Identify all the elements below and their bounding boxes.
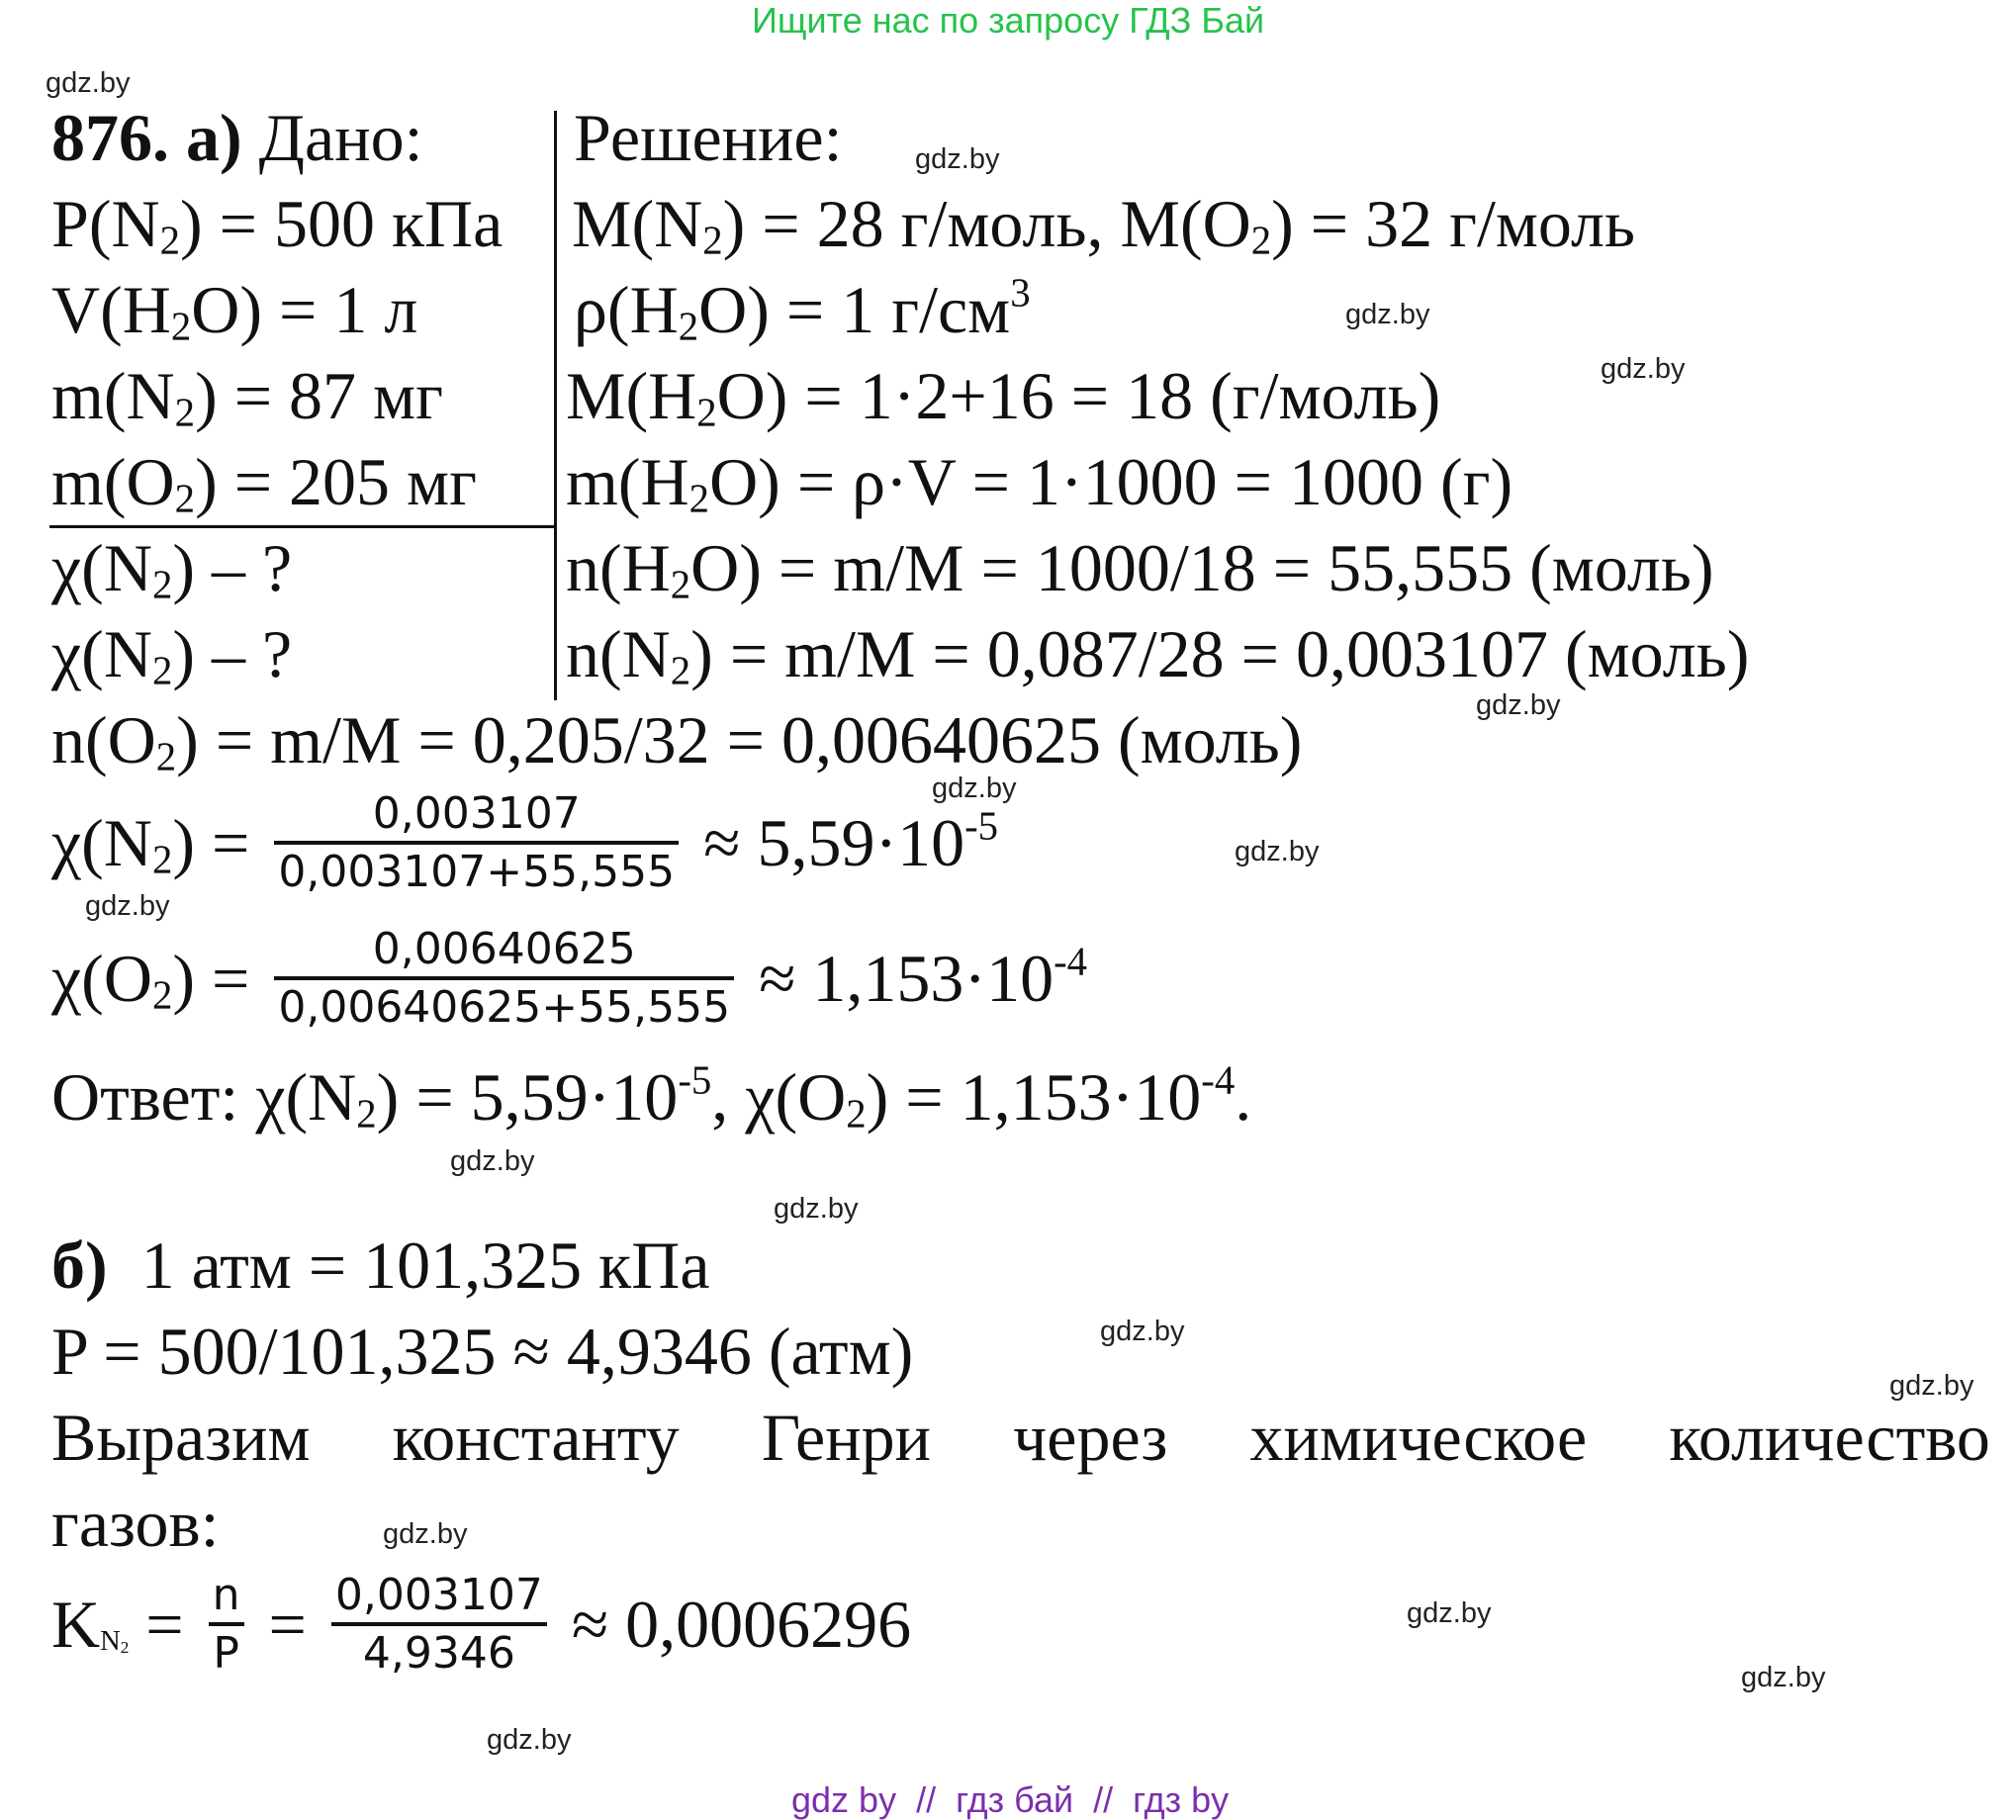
fraction bbox=[331, 1568, 547, 1681]
given-row: $P(N_2) = 500$ кПа bbox=[51, 186, 504, 263]
part-b-line-4: газов: bbox=[51, 1486, 220, 1561]
watermark: gdz.by bbox=[932, 773, 1017, 804]
fraction-numerator: 0,003107 bbox=[331, 1568, 547, 1626]
watermark: gdz.by bbox=[1741, 1662, 1826, 1693]
fraction bbox=[274, 786, 679, 899]
watermark: gdz.by bbox=[487, 1724, 572, 1756]
watermark: gdz.by bbox=[1345, 299, 1430, 330]
solution-row: $\rho(H_2O) = 1$ $г/см^3$ bbox=[574, 270, 1031, 349]
part-b-line-2: P = 500/101,325 ≈ 4,9346 (атм) bbox=[51, 1314, 914, 1389]
fraction-denominator: 0,003107+55,555 bbox=[278, 847, 676, 897]
watermark: gdz.by bbox=[1889, 1370, 1974, 1402]
watermark: gdz.by bbox=[1235, 836, 1320, 867]
fraction bbox=[274, 922, 734, 1035]
footer-link[interactable]: гдз by bbox=[1133, 1779, 1230, 1820]
fraction-denominator: 4,9346 bbox=[362, 1628, 515, 1679]
footer-links: gdz by // гдз бай // гдз by bbox=[791, 1779, 1230, 1820]
answer-line: Ответ: $\chi(N_2) = 5,59\cdot 10^{-5}$, $\chi(O_2) = 1,153\cdot 10^{-4}$. bbox=[51, 1057, 1252, 1137]
problem-header bbox=[51, 100, 423, 175]
fraction-numerator: n bbox=[209, 1568, 244, 1626]
chi-o2-equation: $\chi(O_2)$ = $\frac{0,00640625}{0,00640625+55,555}$ ≈ $1,153\cdot 10^{-4}$ bbox=[51, 924, 1088, 1033]
fraction-numerator: 0,00640625 bbox=[274, 922, 734, 980]
given-row: $m(O_2) = 205$ мг bbox=[51, 444, 477, 521]
solution-row: $M(H_2O) = 1\cdot 2+16 = 18$ (г/моль) bbox=[566, 358, 1441, 435]
chi-n2-equation: $\chi(N_2)$ = $\frac{0,003107}{0,003107+55,555}$ ≈ $5,59\cdot 10^{-5}$ bbox=[51, 788, 999, 897]
solution-row: $n(H_2O) = m/M = 1000/18 = 55,555$ (моль) bbox=[566, 530, 1714, 607]
part-a-label: а) bbox=[186, 100, 242, 175]
solution-row: $n(O_2) = m/M = 0,205/32 = 0,00640625$ (моль) bbox=[51, 702, 1303, 779]
watermark: gdz.by bbox=[46, 67, 131, 99]
henry-constant-equation: $KN_2$ = $\frac{n}{P}$ = $\frac{0,003107}{4,9346}$ ≈ 0,0006296 bbox=[51, 1570, 912, 1679]
footer-link[interactable]: гдз бай bbox=[956, 1779, 1074, 1820]
solution-row: $m(H_2O) = \rho\cdot V = 1\cdot 1000 = 1000$ (г) bbox=[566, 444, 1513, 521]
given-solution-divider bbox=[554, 111, 557, 700]
watermark: gdz.by bbox=[774, 1193, 859, 1225]
given-find-divider bbox=[49, 525, 556, 528]
watermark: gdz.by bbox=[1100, 1316, 1185, 1347]
find-row: $\chi(N_2)$ – ? bbox=[51, 530, 293, 607]
problem-number: 876. bbox=[51, 100, 169, 175]
given-row: $m(N_2) = 87$ мг bbox=[51, 358, 443, 435]
watermark: gdz.by bbox=[383, 1518, 468, 1550]
watermark: gdz.by bbox=[1601, 353, 1686, 385]
watermark: gdz.by bbox=[915, 143, 1000, 175]
solution-row: $M(N_2) = 28$ г/моль, $M(O_2) = 32$ г/моль bbox=[572, 186, 1635, 263]
solution-row: $n(N_2) = m/M = 0,087/28 = 0,003107$ (моль) bbox=[566, 616, 1750, 693]
part-b-label: б) bbox=[51, 1228, 108, 1303]
fraction-denominator: 0,00640625+55,555 bbox=[278, 982, 731, 1033]
search-hint: Ищите нас по запросу ГДЗ Бай bbox=[752, 0, 1265, 41]
watermark: gdz.by bbox=[1407, 1597, 1492, 1629]
footer-link[interactable]: gdz by bbox=[791, 1779, 897, 1820]
watermark: gdz.by bbox=[450, 1145, 535, 1177]
watermark: gdz.by bbox=[1476, 689, 1561, 721]
fraction-denominator: P bbox=[213, 1628, 239, 1679]
answer-label: Ответ: bbox=[51, 1059, 239, 1135]
part-b-line-3: Выразим константу Генри через химическое количество bbox=[51, 1400, 1990, 1475]
given-label: Дано: bbox=[258, 100, 423, 175]
part-b-line-1: б) 1 атм = 101,325 кПа bbox=[51, 1228, 710, 1303]
find-row: $\chi(N_2)$ – ? bbox=[51, 616, 293, 693]
fraction-numerator: 0,003107 bbox=[274, 786, 679, 845]
watermark: gdz.by bbox=[85, 890, 170, 922]
fraction bbox=[209, 1568, 244, 1681]
given-row: $V(H_2O) = 1$ л bbox=[51, 272, 418, 349]
solution-label: Решение: bbox=[574, 100, 843, 175]
